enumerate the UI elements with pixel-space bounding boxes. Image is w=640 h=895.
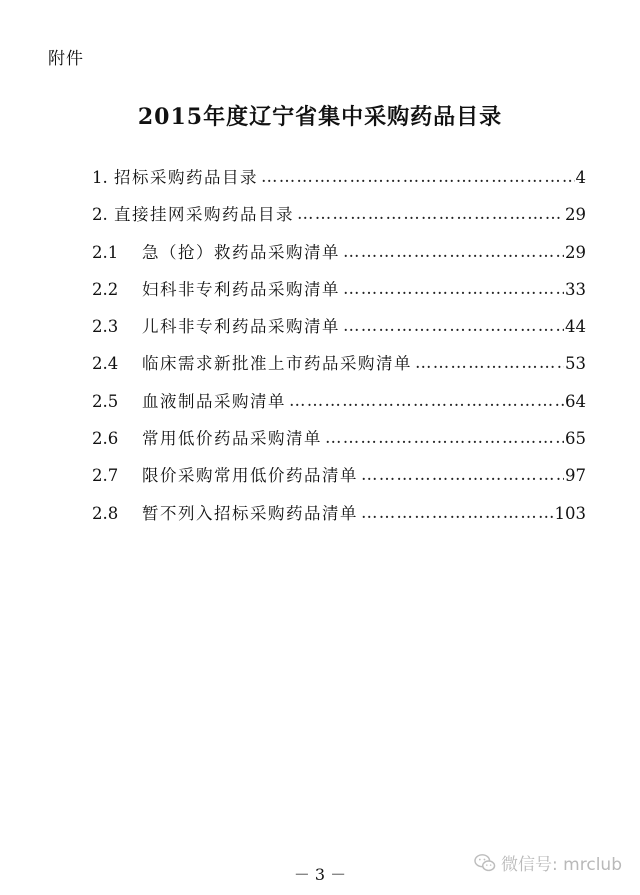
toc-entry-number: 1.	[92, 168, 108, 187]
toc-entry-page: 33	[565, 279, 586, 299]
watermark-text: 微信号: mrclub	[501, 855, 622, 875]
toc-entry-page: 44	[565, 317, 586, 337]
toc-entry-label: 限价采购常用低价药品清单	[142, 466, 358, 486]
toc-entry-number: 2.3	[92, 317, 119, 337]
toc-entry	[92, 164, 586, 201]
toc-entry	[92, 239, 586, 276]
wechat-icon	[474, 853, 496, 873]
toc-entry-label: 血液制品采购清单	[142, 391, 286, 411]
toc-entry-number: 2.8	[92, 503, 119, 523]
toc-entry-label: 妇科非专利药品采购清单	[142, 279, 340, 299]
toc-entry-number: 2.2	[92, 279, 119, 299]
toc-dot-leader	[261, 167, 575, 186]
toc-entry	[92, 276, 586, 313]
toc-entry-page: 29	[565, 205, 586, 225]
document-title: 2015年度辽宁省集中采购药品目录	[137, 104, 503, 130]
toc-entry-page: 97	[565, 466, 586, 486]
toc-entry-page: 65	[565, 429, 586, 449]
toc-entry-page: 4	[575, 168, 586, 187]
toc-entry-label: 常用低价药品采购清单	[142, 429, 322, 449]
toc-entry	[92, 388, 586, 425]
toc-entry	[92, 201, 586, 238]
watermark	[474, 850, 622, 875]
toc-dot-leader	[289, 391, 564, 410]
toc-entry-label: 急（抢）救药品采购清单	[142, 242, 340, 262]
toc-entry	[92, 313, 586, 350]
toc-entry-page: 103	[554, 503, 586, 523]
toc-entry	[92, 462, 586, 499]
toc-entry-number: 2.7	[92, 466, 119, 486]
toc-entry-label: 招标采购药品目录	[114, 168, 258, 187]
toc-entry-number: 2.5	[92, 391, 119, 411]
toc-dot-leader	[415, 353, 564, 372]
toc-entry	[92, 425, 586, 462]
toc-entry-page: 29	[565, 242, 586, 262]
toc-entry-label: 临床需求新批准上市药品采购清单	[142, 354, 412, 374]
toc-entry-page: 53	[565, 354, 586, 374]
toc-dot-leader	[343, 279, 564, 298]
toc-entry	[92, 500, 586, 537]
toc-entry-number: 2.4	[92, 354, 119, 374]
table-of-contents	[92, 164, 586, 537]
toc-dot-leader	[343, 316, 564, 335]
toc-entry-number: 2.	[92, 205, 108, 225]
page-number: － 3 －	[293, 865, 347, 884]
toc-entry-number: 2.1	[92, 242, 119, 262]
toc-dot-leader	[297, 204, 564, 223]
toc-entry-label: 直接挂网采购药品目录	[114, 205, 294, 225]
toc-entry-label: 儿科非专利药品采购清单	[142, 317, 340, 337]
toc-entry-label: 暂不列入招标采购药品清单	[142, 503, 358, 523]
toc-dot-leader	[361, 503, 554, 522]
toc-entry-number: 2.6	[92, 429, 119, 449]
toc-entry	[92, 350, 586, 387]
toc-dot-leader	[325, 428, 564, 447]
toc-entry-page: 64	[565, 391, 586, 411]
toc-dot-leader	[361, 465, 564, 484]
attachment-label: 附件	[48, 49, 84, 69]
toc-dot-leader	[343, 242, 564, 261]
